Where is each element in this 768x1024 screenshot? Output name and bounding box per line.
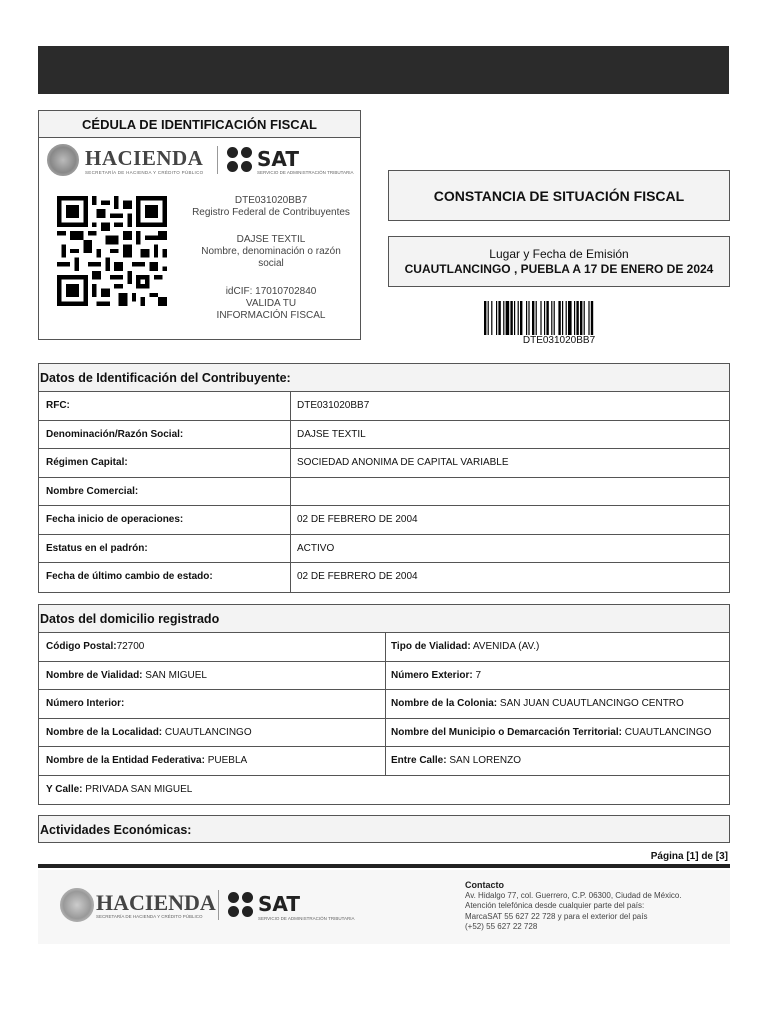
entre-calle: Entre Calle: SAN LORENZO <box>385 747 729 775</box>
codigo-postal: Código Postal:72700 <box>46 641 145 652</box>
card-idcif: idCIF: 17010702840 <box>225 286 317 297</box>
card-name: DAJSE TEXTIL <box>236 234 306 245</box>
qr-code-icon <box>57 195 167 307</box>
tipo-vialidad: Tipo de Vialidad: AVENIDA (AV.) <box>385 633 729 661</box>
row-label: Nombre Comercial: <box>39 478 291 506</box>
hacienda-logo: HACIENDA <box>85 146 204 170</box>
footer-sat-logo: SAT <box>258 892 300 916</box>
page-number: Página [1] de [3] <box>650 851 728 862</box>
table-row <box>39 633 729 662</box>
table-row <box>39 478 729 507</box>
table-row <box>39 535 729 564</box>
nombre-localidad: Nombre de la Localidad: CUAUTLANCINGO <box>46 726 252 738</box>
row-value: DAJSE TEXTIL <box>297 428 366 440</box>
table-row <box>39 776 729 805</box>
nombre-municipio: Nombre del Municipio o Demarcación Territorial: CUAUTLANCINGO <box>385 719 729 747</box>
hacienda-subtitle: SECRETARÍA DE HACIENDA Y CRÉDITO PÚBLICO <box>85 170 204 175</box>
actividades-title: Actividades Económicas: <box>38 815 730 843</box>
sat-mark-icon <box>227 147 253 173</box>
domicilio-table <box>38 604 730 805</box>
contact-line: (+52) 55 627 22 728 <box>465 922 538 931</box>
table-row <box>39 449 729 478</box>
barcode-icon <box>484 301 634 335</box>
constancia-title: CONSTANCIA DE SITUACIÓN FISCAL <box>388 170 730 221</box>
top-banner <box>38 46 729 94</box>
card-validate: VALIDA TU INFORMACIÓN FISCAL <box>216 298 326 321</box>
contact-title: Contacto <box>465 880 504 890</box>
table-row <box>39 421 729 450</box>
row-value <box>291 478 729 506</box>
sat-subtitle: SERVICIO DE ADMINISTRACIÓN TRIBUTARIA <box>257 170 354 175</box>
table-row <box>39 719 729 748</box>
sat-mark-icon <box>228 892 254 918</box>
row-value: 02 DE FEBRERO DE 2004 <box>297 571 418 582</box>
logo-divider <box>218 890 219 920</box>
sat-logo: SAT <box>257 147 299 171</box>
card-rfc: DTE031020BB7 <box>234 195 308 206</box>
footer-sat-subtitle: SERVICIO DE ADMINISTRACIÓN TRIBUTARIA <box>258 916 355 921</box>
row-value: 02 DE FEBRERO DE 2004 <box>297 514 418 525</box>
identificacion-table <box>38 363 730 593</box>
nombre-colonia: Nombre de la Colonia: SAN JUAN CUAUTLANCINGO CENTRO <box>385 690 729 718</box>
lugar-fecha-box <box>388 236 730 287</box>
card-rfc-caption: Registro Federal de Contribuyentes <box>192 207 350 218</box>
footer-divider <box>38 864 730 868</box>
table-row <box>39 662 729 691</box>
table-row <box>39 506 729 535</box>
identificacion-title: Datos de Identificación del Contribuyente: <box>39 364 729 392</box>
numero-exterior: Número Exterior: 7 <box>385 662 729 690</box>
y-calle: Y Calle: PRIVADA SAN MIGUEL <box>46 783 193 795</box>
cedula-title: CÉDULA DE IDENTIFICACIÓN FISCAL <box>39 111 360 138</box>
numero-interior: Número Interior: <box>46 698 125 709</box>
footer-hacienda-logo: HACIENDA <box>96 890 216 915</box>
contact-info <box>465 880 730 933</box>
table-row <box>39 747 729 776</box>
entidad-federativa: Nombre de la Entidad Federativa: PUEBLA <box>46 755 248 766</box>
row-label: Régimen Capital: <box>39 449 291 477</box>
barcode-text: DTE031020BB7 <box>522 335 596 346</box>
card-name-caption: Nombre, denominación o razón social <box>201 246 341 269</box>
row-label: RFC: <box>39 392 291 420</box>
row-value: ACTIVO <box>297 542 335 554</box>
row-label: Fecha inicio de operaciones: <box>39 506 291 534</box>
card-logos <box>39 138 360 184</box>
contact-line: Av. Hidalgo 77, col. Guerrero, C.P. 06300, Ciudad de México. <box>465 890 682 900</box>
contact-line: Atención telefónica desde cualquier parte del país: <box>465 901 645 910</box>
row-label: Fecha de último cambio de estado: <box>39 563 291 592</box>
table-row <box>39 392 729 421</box>
table-row <box>39 690 729 719</box>
row-value: DTE031020BB7 <box>297 400 370 411</box>
row-label: Estatus en el padrón: <box>39 535 291 563</box>
lugar-value: CUAUTLANCINGO , PUEBLA A 17 DE ENERO DE 2024 <box>404 262 714 276</box>
footer <box>38 870 730 944</box>
coat-of-arms-icon <box>60 888 94 922</box>
domicilio-title: Datos del domicilio registrado <box>39 605 729 633</box>
footer-hacienda-subtitle: SECRETARÍA DE HACIENDA Y CRÉDITO PÚBLICO <box>96 914 203 919</box>
row-label: Denominación/Razón Social: <box>39 421 291 449</box>
logo-divider <box>217 146 218 174</box>
contact-line: MarcaSAT 55 627 22 728 y para el exterior del país <box>465 911 648 921</box>
cedula-card <box>38 110 361 340</box>
lugar-label: Lugar y Fecha de Emisión <box>489 247 629 261</box>
row-value: SOCIEDAD ANONIMA DE CAPITAL VARIABLE <box>297 457 509 468</box>
nombre-vialidad: Nombre de Vialidad: SAN MIGUEL <box>46 669 207 681</box>
table-row <box>39 563 729 592</box>
coat-of-arms-icon <box>47 144 79 176</box>
